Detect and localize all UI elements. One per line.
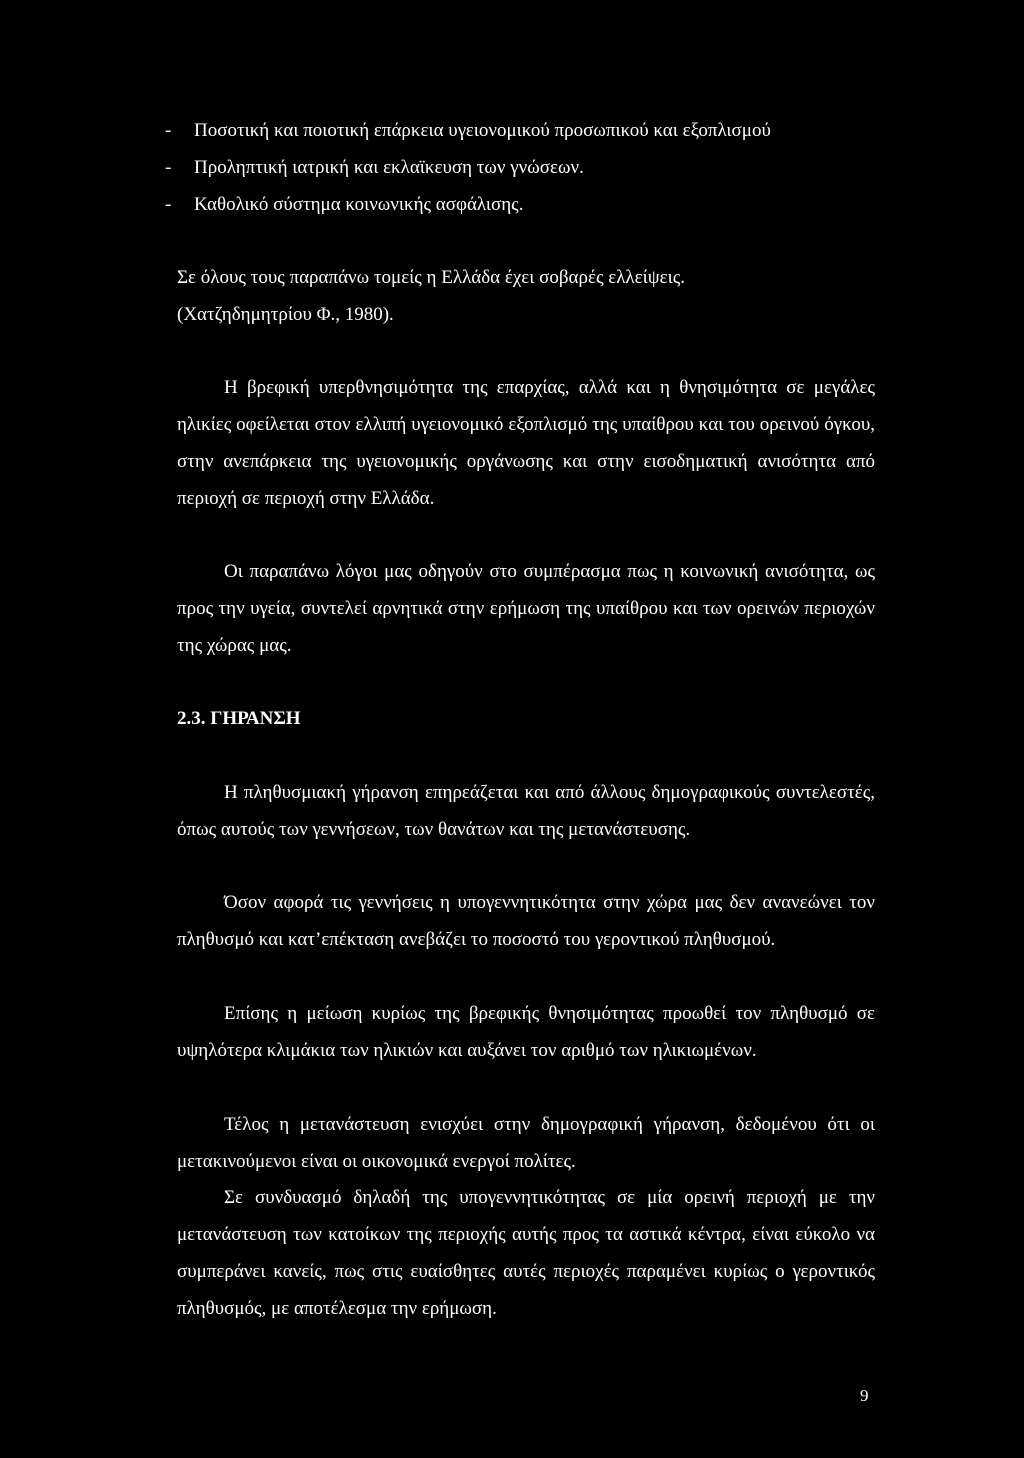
paragraph-conclusion: Οι παραπάνω λόγοι μας οδηγούν στο συμπέρασμα πως η κοινωνική ανισότητα, ως προς την υγεία, συντελεί αρνητικά στην ερήμωση της υπαίθρου και των ορεινών περιοχών της χώρας μας. xyxy=(177,561,875,656)
list-item: - Ποσοτική και ποιοτική επάρκεια υγειονομικού προσωπικού και εξοπλισμού xyxy=(165,120,771,141)
paragraph-ageing-factors: Η πληθυσμιακή γήρανση επηρεάζεται και από άλλους δημογραφικούς συντελεστές, όπως αυτούς των γεννήσεων, των θανάτων και της μετανάστευσης. xyxy=(177,782,875,840)
intro-paragraph xyxy=(177,259,875,333)
paragraph-infant-mortality: Η βρεφική υπερθνησιμότητα της επαρχίας, αλλά και η θνησιμότητα σε μεγάλες ηλικίες οφείλεται στον ελλιπή υγειονομικό εξοπλισμό της υπαίθρου και του ορεινού όγκου, στην ανεπάρκεια της υγειονομικής οργάνωσης και στην εισοδηματική ανισότητα από περιοχή σε περιοχή στην Ελλάδα. xyxy=(177,377,875,509)
paragraph-combination: Σε συνδυασμό δηλαδή της υπογεννητικότητας σε μία ορεινή περιοχή με την μετανάστευση των κατοίκων της περιοχής αυτής προς τα αστικά κέντρα, είναι εύκολο να συμπεράνει κανείς, πως στις ευαίσθητες αυτές περιοχές παραμένει κυρίως ο γεροντικός πληθυσμός, με αποτέλεσμα την ερήμωση. xyxy=(177,1187,875,1319)
list-item-text: Καθολικό σύστημα κοινωνικής ασφάλισης. xyxy=(194,194,524,215)
list-item-text: Ποσοτική και ποιοτική επάρκεια υγειονομικού προσωπικού και εξοπλισμού xyxy=(194,120,771,141)
paragraph-mortality: Επίσης η μείωση κυρίως της βρεφικής θνησιμότητας προωθεί τον πληθυσμό σε υψηλότερα κλιμάκια των ηλικιών και αυξάνει τον αριθμό των ηλικιωμένων. xyxy=(177,1003,875,1061)
intro-line: Σε όλους τους παραπάνω τομείς η Ελλάδα έχει σοβαρές ελλείψεις. xyxy=(177,267,685,288)
list-item-text: Προληπτική ιατρική και εκλαϊκευση των γνώσεων. xyxy=(194,157,584,178)
page-number: 9 xyxy=(860,1386,869,1405)
intro-citation: (Χατζηδημητρίου Φ., 1980). xyxy=(177,304,394,325)
list-item: - Προληπτική ιατρική και εκλαϊκευση των γνώσεων. xyxy=(165,157,584,178)
requirements-list xyxy=(165,112,885,223)
section-heading: 2.3. ΓΗΡΑΝΣΗ xyxy=(177,708,301,729)
paragraph-migration: Τέλος η μετανάστευση ενισχύει στην δημογραφική γήρανση, δεδομένου ότι οι μετακινούμενοι είναι οι οικονομικά ενεργοί πολίτες. xyxy=(177,1114,875,1172)
list-item: - Καθολικό σύστημα κοινωνικής ασφάλισης. xyxy=(165,194,524,215)
paragraph-births: Όσον αφορά τις γεννήσεις η υπογεννητικότητα στην χώρα μας δεν ανανεώνει τον πληθυσμό και κατ’επέκταση ανεβάζει το ποσοστό του γεροντικού πληθυσμού. xyxy=(177,892,875,950)
